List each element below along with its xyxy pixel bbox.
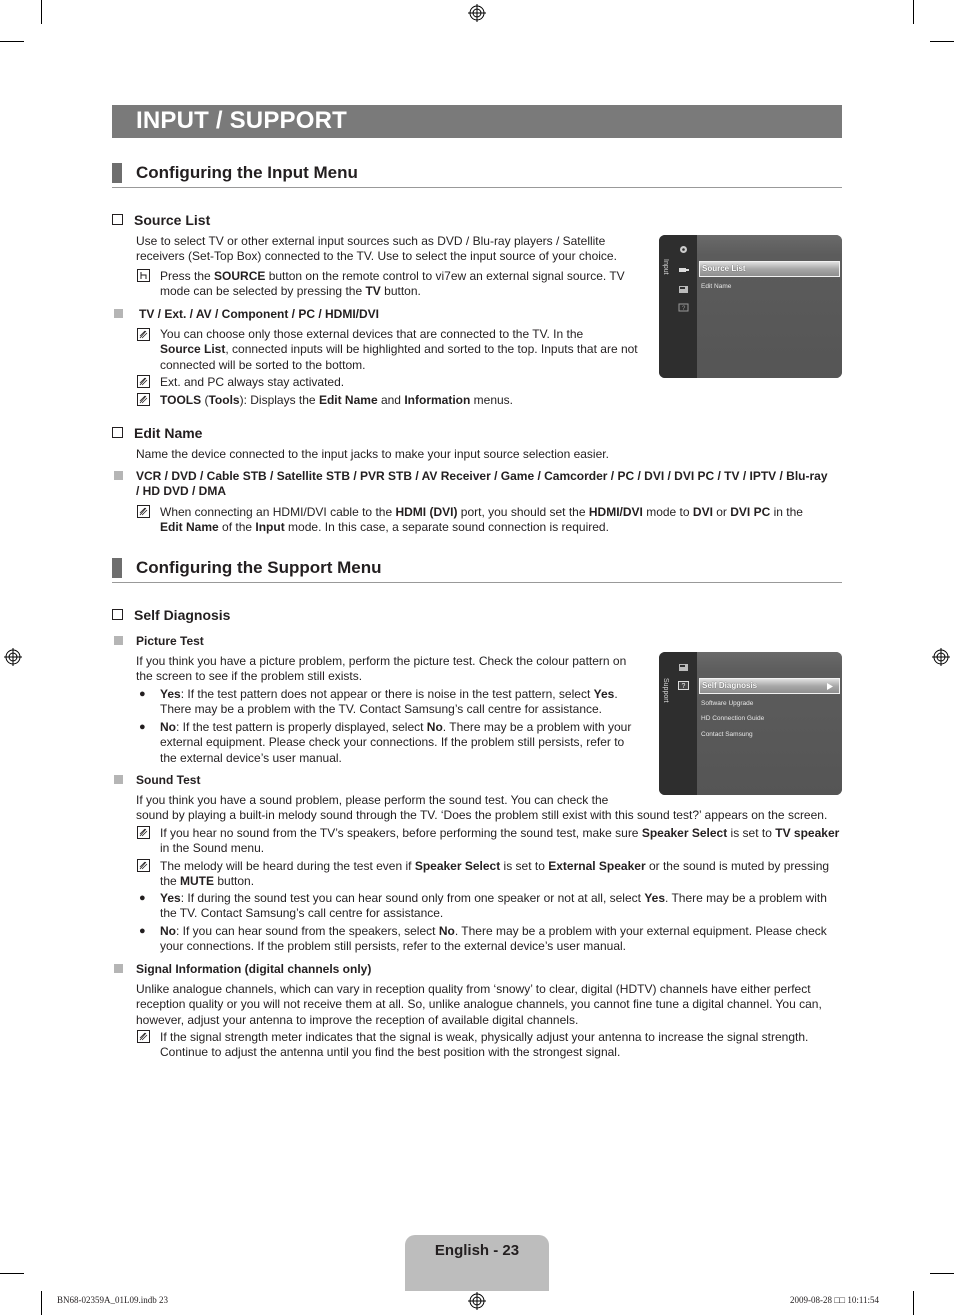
bullet-icon: ●: [139, 925, 146, 937]
gear-icon: [678, 245, 689, 254]
page-title: INPUT / SUPPORT: [136, 107, 348, 134]
menu-item[interactable]: HD Connection Guide: [701, 715, 765, 722]
note-icon: [137, 826, 150, 839]
checkbox-bullet-icon: [112, 427, 123, 438]
checkbox-bullet-icon: [112, 609, 123, 620]
registration-mark-icon: [468, 4, 486, 22]
registration-mark-icon: [468, 1292, 486, 1310]
note-icon: [137, 393, 150, 406]
square-bullet-icon: [114, 775, 123, 784]
item-title: Picture Test: [136, 634, 204, 648]
square-bullet-icon: [114, 636, 123, 645]
menu-side-label: Input: [662, 259, 669, 275]
arrow-right-icon: [827, 683, 833, 690]
note-icon: [137, 859, 150, 872]
tv-menu-screenshot-input: [659, 235, 842, 378]
subheading-self-diagnosis: Self Diagnosis: [112, 607, 230, 623]
crop-mark: [0, 1273, 24, 1274]
crop-mark: [0, 41, 24, 42]
svg-text:?: ?: [682, 306, 686, 312]
subheading-edit-name: Edit Name: [112, 425, 202, 441]
crop-mark: [41, 1291, 42, 1315]
section-heading-text: Configuring the Input Menu: [136, 163, 358, 182]
bullet-icon: ●: [139, 721, 146, 733]
note-icon: [137, 375, 150, 388]
paragraph: If you think you have a sound problem, please perform the sound test. You can check the sound by playing a built-in melody sound through the TV. ‘Does the problem still exist with this sound test?’ appears on the screen.: [136, 793, 828, 823]
device-list: VCR / DVD / Cable STB / Satellite STB / PVR STB / AV Receiver / Game / Camcorder / PC / DVI / DVI PC / TV / IPTV / Blu-ray / HD DVD / DMA: [136, 469, 828, 499]
app-icon: [678, 285, 689, 294]
bullet-text: Yes: If the test pattern does not appear or there is noise in the test pattern, select Yes. There may be a problem with the TV. Contact Samsung’s call centre for assistance.: [160, 687, 618, 717]
crop-mark: [41, 0, 42, 24]
support-icon: [678, 681, 689, 690]
print-slug-left: BN68-02359A_01L09.indb 23: [57, 1295, 168, 1305]
crop-mark: [930, 1273, 954, 1274]
menu-selected-item[interactable]: Self Diagnosis: [699, 678, 840, 694]
crop-mark: [913, 1291, 914, 1315]
note-icon: [137, 1030, 150, 1043]
registration-mark-icon: [4, 648, 22, 666]
crop-mark: [913, 0, 914, 24]
paragraph: If you think you have a picture problem, perform the picture test. Check the colour pattern on the screen to see if the problem still exists.: [136, 654, 627, 684]
source-options: TV / Ext. / AV / Component / PC / HDMI/DVI: [139, 307, 380, 321]
square-bullet-icon: [114, 309, 123, 318]
section-heading-input: [112, 163, 842, 188]
registration-mark-icon: [932, 648, 950, 666]
section-heading-text: Configuring the Support Menu: [136, 558, 382, 577]
note-text: Ext. and PC always stay activated.: [160, 375, 345, 389]
svg-text:?: ?: [681, 683, 686, 690]
menu-item[interactable]: Software Upgrade: [701, 700, 754, 707]
menu-panel: [697, 235, 842, 378]
page-number: English - 23: [434, 1242, 520, 1259]
support-icon: [678, 303, 689, 312]
item-title: Signal Information (digital channels only): [136, 962, 372, 976]
menu-item[interactable]: Contact Samsung: [701, 731, 753, 738]
note-text: If the signal strength meter indicates that the signal is weak, physically adjust your antenna to increase the signal strength. Continue to adjust the antenna until you find the best position with the strongest signal.: [160, 1030, 809, 1060]
print-slug-right: 2009-08-28 □□ 10:11:54: [790, 1295, 880, 1305]
page-number-tab: [405, 1235, 549, 1291]
menu-panel: [697, 652, 842, 795]
bullet-text: No: If the test pattern is properly displayed, select No. There may be a problem with your external equipment. Please check your connections. If the problem still persists, refer to the external device’s user manual.: [160, 720, 632, 765]
menu-selected-item[interactable]: Source List: [699, 261, 840, 277]
menu-item[interactable]: Edit Name: [701, 283, 732, 290]
heading-bar: [112, 163, 122, 183]
tv-menu-screenshot-support: [659, 652, 842, 795]
remote-note-icon: [137, 269, 150, 282]
note-text: The melody will be heard during the test even if Speaker Select is set to External Speaker or the sound is muted by pressing the MUTE button.: [160, 859, 830, 889]
crop-mark: [930, 41, 954, 42]
menu-sidebar: [659, 652, 697, 795]
note-text: Press the SOURCE button on the remote control to vi7ew an external signal source. TV mode can be selected by pressing the TV button.: [160, 269, 625, 299]
input-plug-icon: [678, 265, 689, 274]
menu-side-label: Support: [662, 678, 669, 703]
page-title-bar: [112, 105, 842, 138]
square-bullet-icon: [114, 964, 123, 973]
checkbox-bullet-icon: [112, 214, 123, 225]
paragraph: Unlike analogue channels, which can vary in reception quality from ‘snowy’ to clear, digital (HDTV) channels have either perfect reception quality or you will not receive them at all. So, unlike analogue channels, you cannot fine tune a digital channel. You can, however, adjust your antenna to improve the reception of available digital channels.: [136, 982, 822, 1027]
note-text: TOOLS (Tools): Displays the Edit Name and Information menus.: [160, 393, 514, 407]
bullet-icon: ●: [139, 688, 146, 700]
square-bullet-icon: [114, 471, 123, 480]
note-icon: [137, 328, 150, 341]
paragraph: Name the device connected to the input jacks to make your input source selection easier.: [136, 447, 609, 461]
item-title: Sound Test: [136, 773, 201, 787]
section-heading-support: [112, 558, 842, 583]
subheading-source-list: Source List: [112, 212, 210, 228]
app-icon: [678, 663, 689, 672]
bullet-text: No: If you can hear sound from the speakers, select No. There may be a problem with your external equipment. Please check your connections. If the problem still persists, refer to the external device’s user manual.: [160, 924, 827, 954]
note-text: When connecting an HDMI/DVI cable to the HDMI (DVI) port, you should set the HDMI/DVI mode to DVI or DVI PC in the Edit Name of the Input mode. In this case, a separate sound connection is required.: [160, 505, 803, 535]
note-text: You can choose only those external devices that are connected to the TV. In the Source List, connected inputs will be highlighted and sorted to the top. Inputs that are not connected will be sorted to the bottom.: [160, 327, 638, 372]
note-icon: [137, 505, 150, 518]
heading-bar: [112, 558, 122, 578]
paragraph: Use to select TV or other external input sources such as DVD / Blu-ray players / Satellite receivers (Set-Top Box) connected to the TV. Use to select the input source of your choice.: [136, 234, 617, 264]
bullet-icon: ●: [139, 892, 146, 904]
bullet-text: Yes: If during the sound test you can hear sound only from one speaker or not at all, select Yes. There may be a problem with the TV. Contact Samsung’s call centre for assistance.: [160, 891, 827, 921]
note-text: If you hear no sound from the TV’s speakers, before performing the sound test, make sure Speaker Select is set to TV speaker in the Sound menu.: [160, 826, 840, 856]
